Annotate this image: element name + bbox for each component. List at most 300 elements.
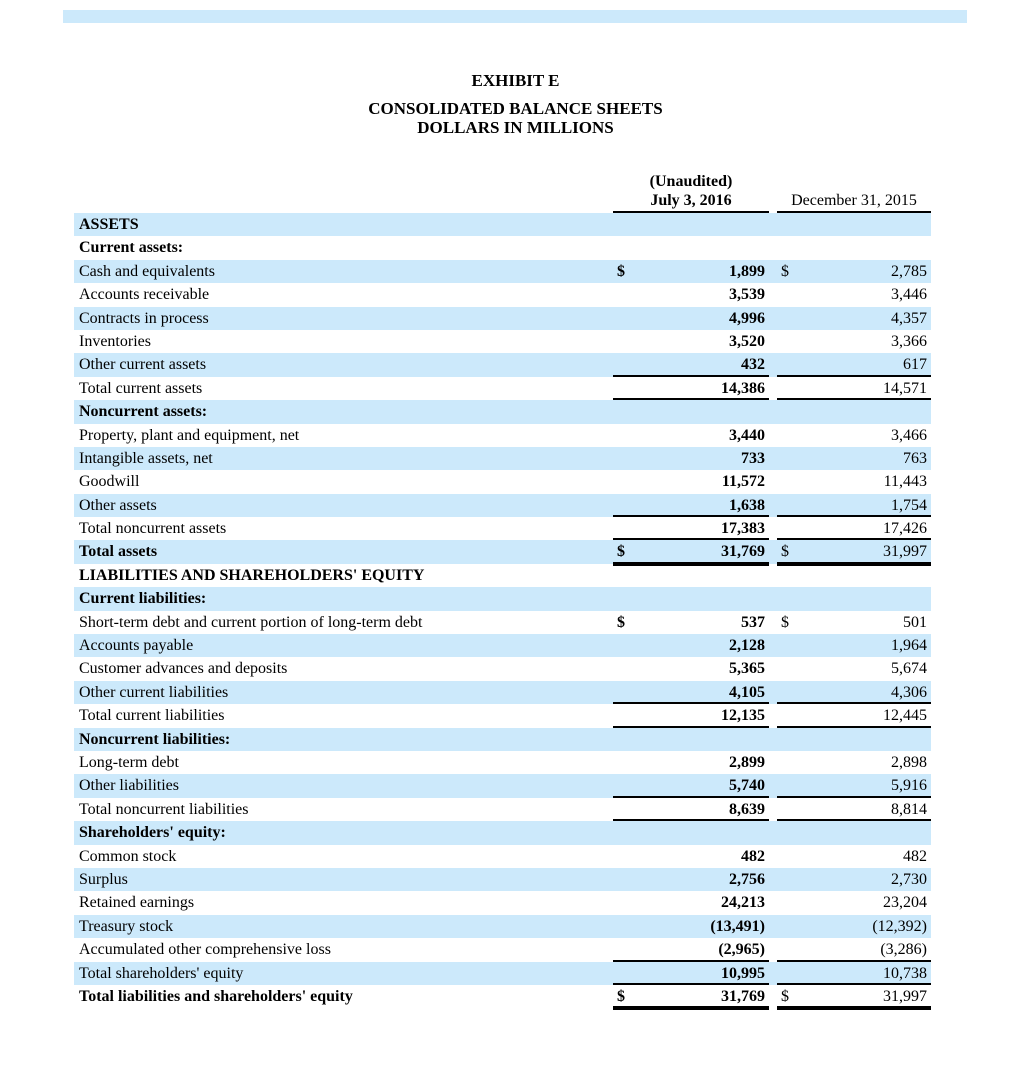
amount-value: 3,466: [891, 426, 927, 444]
dollar-sign: [777, 330, 803, 353]
amount-col-december-2015: [777, 377, 931, 400]
column-gap: [769, 260, 777, 283]
amount-value: 24,213: [721, 894, 765, 912]
dollar-sign: [613, 307, 639, 330]
column-header-date-1: July 3, 2016: [650, 192, 732, 209]
dollar-sign: [613, 891, 639, 914]
amount-value: 5,365: [729, 660, 765, 678]
column-gap: [769, 587, 777, 610]
amount-col-july-2016: [613, 915, 769, 938]
column-gap: [769, 751, 777, 774]
dollar-sign: [777, 353, 803, 374]
column-gap: [769, 330, 777, 353]
amount-value: 4,105: [729, 683, 765, 701]
amount-col-july-2016: [613, 540, 769, 563]
table-row: [74, 938, 931, 961]
amount-col-july-2016: [613, 307, 769, 330]
table-row: [74, 611, 931, 634]
table-row: [74, 447, 931, 470]
amount-col-december-2015: [777, 915, 931, 938]
row-label: Total liabilities and shareholders' equity: [79, 987, 353, 1005]
amount-col-july-2016: [613, 704, 769, 727]
amount-col-july-2016: [613, 634, 769, 657]
amount-value: [803, 564, 931, 587]
dollar-sign: $: [617, 262, 625, 280]
amount-value: 4,996: [729, 309, 765, 327]
amount-value: 1,899: [729, 262, 765, 280]
dollar-sign: [777, 447, 803, 470]
dollar-sign: [613, 353, 639, 374]
dollar-sign: $: [617, 543, 625, 561]
amount-col-july-2016: [613, 236, 769, 259]
row-label: Total assets: [79, 543, 158, 561]
dollar-sign: [777, 938, 803, 959]
dollar-sign: [777, 307, 803, 330]
amount-col-december-2015: [777, 634, 931, 657]
amount-col-december-2015: [777, 447, 931, 470]
dollar-sign: [613, 962, 639, 983]
row-label: Property, plant and equipment, net: [79, 426, 300, 444]
table-row: [74, 798, 931, 821]
amount-value: 2,730: [891, 870, 927, 888]
amount-col-december-2015: [777, 213, 931, 236]
dollar-sign: [613, 283, 639, 306]
dollar-sign: [613, 751, 639, 774]
column-gap: [769, 564, 777, 587]
dollar-sign: [777, 424, 803, 447]
column-gap: [769, 283, 777, 306]
dollar-sign: $: [781, 262, 789, 280]
dollar-sign: [613, 798, 639, 819]
dollar-sign: [613, 470, 639, 493]
amount-col-december-2015: [777, 424, 931, 447]
amount-col-july-2016: [613, 681, 769, 704]
amount-col-july-2016: [613, 728, 769, 751]
dollar-sign: [777, 377, 803, 398]
column-gap: [769, 985, 777, 1008]
amount-col-december-2015: [777, 260, 931, 283]
amount-value: 2,756: [729, 870, 765, 888]
row-label: Long-term debt: [79, 753, 179, 771]
amount-value: 1,754: [891, 496, 927, 514]
amount-col-july-2016: [613, 400, 769, 423]
amount-value: 482: [741, 847, 765, 865]
dollar-sign: [613, 845, 639, 868]
table-row: [74, 657, 931, 680]
dollar-sign: [613, 236, 639, 259]
dollar-sign: [613, 868, 639, 891]
amount-value: 17,426: [883, 520, 927, 538]
amount-col-december-2015: [777, 798, 931, 821]
table-header-row: [74, 172, 931, 213]
dollar-sign: [777, 634, 803, 657]
amount-col-july-2016: [613, 891, 769, 914]
row-label: Noncurrent assets:: [79, 403, 208, 421]
amount-value: 1,964: [891, 637, 927, 655]
dollar-sign: [613, 330, 639, 353]
amount-value: (3,286): [880, 941, 927, 959]
column-gap: [769, 821, 777, 844]
table-row: [74, 400, 931, 423]
table-row: [74, 424, 931, 447]
row-label: Current assets:: [79, 239, 184, 257]
table-row: [74, 260, 931, 283]
dollar-sign: [613, 821, 639, 844]
amount-value: 3,539: [729, 286, 765, 304]
dollar-sign: [777, 564, 803, 587]
amount-value: 4,357: [891, 309, 927, 327]
row-label: Cash and equivalents: [79, 262, 215, 280]
amount-value: 763: [903, 449, 927, 467]
row-label: Treasury stock: [79, 917, 174, 935]
amount-col-july-2016: [613, 962, 769, 985]
dollar-sign: [613, 587, 639, 610]
column-gap: [769, 213, 777, 236]
amount-col-december-2015: [777, 774, 931, 797]
amount-value: 17,383: [721, 520, 765, 538]
dollar-sign: [777, 400, 803, 423]
table-row: [74, 330, 931, 353]
amount-value: [639, 213, 769, 236]
amount-value: [639, 587, 769, 610]
amount-col-december-2015: [777, 540, 931, 563]
table-body: [74, 213, 931, 1008]
row-label: Accounts receivable: [79, 286, 210, 304]
table-row: [74, 353, 931, 376]
amount-value: 2,899: [729, 753, 765, 771]
amount-col-july-2016: [613, 283, 769, 306]
dollar-sign: [613, 564, 639, 587]
amount-value: 31,997: [883, 987, 927, 1005]
amount-value: 3,366: [891, 332, 927, 350]
dollar-sign: [777, 283, 803, 306]
table-row: [74, 728, 931, 751]
dollar-sign: [777, 774, 803, 795]
dollar-sign: [613, 213, 639, 236]
amount-value: 482: [903, 847, 927, 865]
amount-value: 31,769: [721, 543, 765, 561]
top-stripe: [63, 10, 967, 23]
exhibit-title: EXHIBIT E: [471, 71, 560, 90]
row-label: Surplus: [79, 870, 128, 888]
row-label: Retained earnings: [79, 894, 195, 912]
dollar-sign: [777, 236, 803, 259]
amount-value: 8,814: [891, 800, 927, 818]
amount-value: 10,995: [721, 964, 765, 982]
column-gap: [769, 611, 777, 634]
table-row: [74, 821, 931, 844]
amount-col-july-2016: [613, 798, 769, 821]
amount-col-december-2015: [777, 494, 931, 517]
amount-col-december-2015: [777, 751, 931, 774]
table-row: [74, 704, 931, 727]
amount-value: 10,738: [883, 964, 927, 982]
balance-sheet-table: [74, 172, 931, 1008]
amount-value: 14,386: [721, 379, 765, 397]
table-row: [74, 915, 931, 938]
amount-col-december-2015: [777, 845, 931, 868]
row-label: Total current assets: [79, 379, 203, 397]
amount-value: 5,674: [891, 660, 927, 678]
amount-value: 23,204: [883, 894, 927, 912]
amount-value: [803, 821, 931, 844]
row-label: Other assets: [79, 496, 157, 514]
amount-value: 4,306: [891, 683, 927, 701]
amount-col-july-2016: [613, 470, 769, 493]
dollar-sign: [613, 657, 639, 680]
table-row: [74, 494, 931, 517]
row-label: Total noncurrent liabilities: [79, 800, 249, 818]
row-label: Other current liabilities: [79, 683, 229, 701]
dollar-sign: [613, 774, 639, 795]
dollar-sign: [613, 915, 639, 938]
dollar-sign: [777, 798, 803, 819]
amount-value: [803, 728, 931, 751]
amount-value: 501: [903, 613, 927, 631]
dollar-sign: [613, 517, 639, 538]
amount-col-july-2016: [613, 447, 769, 470]
amount-col-december-2015: [777, 962, 931, 985]
dollar-sign: $: [781, 613, 789, 631]
table-row: [74, 891, 931, 914]
dollar-sign: [777, 587, 803, 610]
amount-col-july-2016: [613, 260, 769, 283]
amount-value: [803, 400, 931, 423]
amount-col-july-2016: [613, 657, 769, 680]
amount-value: 12,135: [721, 707, 765, 725]
row-label: Shareholders' equity:: [79, 824, 226, 842]
amount-value: 3,446: [891, 286, 927, 304]
column-gap: [769, 704, 777, 727]
amount-value: 14,571: [883, 379, 927, 397]
column-gap: [769, 236, 777, 259]
amount-value: 3,520: [729, 332, 765, 350]
column-gap: [769, 377, 777, 400]
amount-col-december-2015: [777, 307, 931, 330]
table-row: [74, 307, 931, 330]
amount-col-july-2016: [613, 774, 769, 797]
dollar-sign: $: [617, 613, 625, 631]
amount-value: [639, 400, 769, 423]
row-label: Accumulated other comprehensive loss: [79, 941, 331, 959]
column-header-note: (Unaudited): [649, 173, 733, 190]
amount-col-july-2016: [613, 751, 769, 774]
amount-col-july-2016: [613, 938, 769, 961]
amount-value: 733: [741, 449, 765, 467]
table-row: [74, 540, 931, 563]
amount-col-december-2015: [777, 400, 931, 423]
row-label: ASSETS: [79, 216, 139, 233]
amount-value: 2,898: [891, 753, 927, 771]
dollar-sign: [777, 470, 803, 493]
amount-value: (2,965): [718, 941, 765, 959]
dollar-sign: [777, 915, 803, 938]
table-row: [74, 985, 931, 1008]
table-row: [74, 213, 931, 236]
table-row: [74, 681, 931, 704]
amount-col-july-2016: [613, 587, 769, 610]
row-label: Intangible assets, net: [79, 449, 213, 467]
amount-value: (12,392): [872, 917, 927, 935]
amount-col-december-2015: [777, 330, 931, 353]
amount-col-december-2015: [777, 728, 931, 751]
table-row: [74, 517, 931, 540]
table-row: [74, 962, 931, 985]
amount-col-july-2016: [613, 377, 769, 400]
dollar-sign: [777, 962, 803, 983]
amount-col-december-2015: [777, 611, 931, 634]
amount-col-july-2016: [613, 564, 769, 587]
dollar-sign: [777, 845, 803, 868]
amount-col-december-2015: [777, 985, 931, 1008]
dollar-sign: [777, 213, 803, 236]
amount-col-july-2016: [613, 845, 769, 868]
column-gap: [769, 891, 777, 914]
amount-col-december-2015: [777, 283, 931, 306]
dollar-sign: [777, 728, 803, 751]
amount-col-july-2016: [613, 517, 769, 540]
column-gap: [769, 938, 777, 961]
table-row: [74, 774, 931, 797]
column-gap: [769, 845, 777, 868]
amount-col-july-2016: [613, 868, 769, 891]
dollar-sign: [777, 891, 803, 914]
amount-col-july-2016: [613, 985, 769, 1008]
amount-col-december-2015: [777, 821, 931, 844]
row-label: LIABILITIES AND SHAREHOLDERS' EQUITY: [79, 566, 425, 584]
column-gap: [769, 774, 777, 797]
amount-value: 8,639: [729, 800, 765, 818]
amount-col-july-2016: [613, 494, 769, 517]
column-gap: [769, 353, 777, 376]
table-row: [74, 845, 931, 868]
table-row: [74, 470, 931, 493]
amount-value: 31,997: [883, 543, 927, 561]
amount-col-july-2016: [613, 213, 769, 236]
document-title-line2: DOLLARS IN MILLIONS: [417, 118, 614, 137]
amount-col-december-2015: [777, 891, 931, 914]
column-gap: [769, 915, 777, 938]
dollar-sign: $: [781, 987, 789, 1005]
dollar-sign: [777, 751, 803, 774]
dollar-sign: [777, 821, 803, 844]
table-row: [74, 283, 931, 306]
amount-value: [803, 587, 931, 610]
amount-value: (13,491): [710, 917, 765, 935]
table-row: [74, 868, 931, 891]
row-label: Common stock: [79, 847, 177, 865]
column-gap: [769, 517, 777, 540]
amount-value: 31,769: [721, 987, 765, 1005]
dollar-sign: [613, 634, 639, 657]
dollar-sign: [777, 681, 803, 702]
row-label: Goodwill: [79, 473, 140, 491]
column-header-december-2015: [777, 172, 931, 213]
document-title: [0, 99, 1031, 137]
amount-col-december-2015: [777, 868, 931, 891]
amount-value: [639, 236, 769, 259]
document-title-line1: CONSOLIDATED BALANCE SHEETS: [368, 99, 663, 118]
table-row: [74, 236, 931, 259]
amount-col-december-2015: [777, 657, 931, 680]
amount-col-december-2015: [777, 681, 931, 704]
amount-col-december-2015: [777, 236, 931, 259]
column-gap: [769, 657, 777, 680]
amount-col-july-2016: [613, 424, 769, 447]
amount-value: 12,445: [883, 707, 927, 725]
amount-value: 11,443: [883, 473, 927, 491]
dollar-sign: [613, 447, 639, 470]
dollar-sign: [777, 657, 803, 680]
dollar-sign: [613, 681, 639, 702]
column-gap: [769, 307, 777, 330]
amount-col-july-2016: [613, 353, 769, 376]
table-row: [74, 377, 931, 400]
amount-value: 537: [741, 613, 765, 631]
column-gap: [769, 424, 777, 447]
amount-col-july-2016: [613, 330, 769, 353]
column-header-date-2: December 31, 2015: [791, 192, 917, 209]
column-gap: [769, 172, 777, 213]
row-label: Accounts payable: [79, 637, 194, 655]
amount-value: [639, 564, 769, 587]
dollar-sign: [613, 938, 639, 959]
row-label: Total noncurrent assets: [79, 520, 227, 538]
amount-value: 432: [741, 356, 765, 374]
amount-value: 617: [903, 356, 927, 374]
column-gap: [769, 962, 777, 985]
table-row: [74, 587, 931, 610]
amount-value: 2,785: [891, 262, 927, 280]
header-spacer: [74, 172, 613, 213]
amount-value: 2,128: [729, 637, 765, 655]
amount-col-december-2015: [777, 470, 931, 493]
amount-col-december-2015: [777, 353, 931, 376]
dollar-sign: [777, 494, 803, 515]
row-label: Other liabilities: [79, 777, 179, 795]
amount-value: [803, 213, 931, 236]
column-gap: [769, 634, 777, 657]
row-label: Noncurrent liabilities:: [79, 730, 231, 748]
dollar-sign: [613, 728, 639, 751]
amount-col-december-2015: [777, 517, 931, 540]
column-gap: [769, 681, 777, 704]
table-row: [74, 564, 931, 587]
dollar-sign: $: [617, 987, 625, 1005]
dollar-sign: [777, 517, 803, 538]
column-gap: [769, 728, 777, 751]
amount-value: 11,572: [721, 473, 765, 491]
column-gap: [769, 798, 777, 821]
column-gap: [769, 470, 777, 493]
row-label: Customer advances and deposits: [79, 660, 288, 678]
row-label: Contracts in process: [79, 309, 209, 327]
amount-value: 1,638: [729, 496, 765, 514]
row-label: Total current liabilities: [79, 707, 225, 725]
dollar-sign: [613, 377, 639, 398]
amount-col-july-2016: [613, 821, 769, 844]
amount-col-december-2015: [777, 587, 931, 610]
column-gap: [769, 494, 777, 517]
amount-value: 3,440: [729, 426, 765, 444]
dollar-sign: [613, 400, 639, 423]
amount-col-december-2015: [777, 564, 931, 587]
column-gap: [769, 540, 777, 563]
dollar-sign: [777, 868, 803, 891]
amount-col-july-2016: [613, 611, 769, 634]
row-label: Inventories: [79, 332, 151, 350]
column-gap: [769, 447, 777, 470]
